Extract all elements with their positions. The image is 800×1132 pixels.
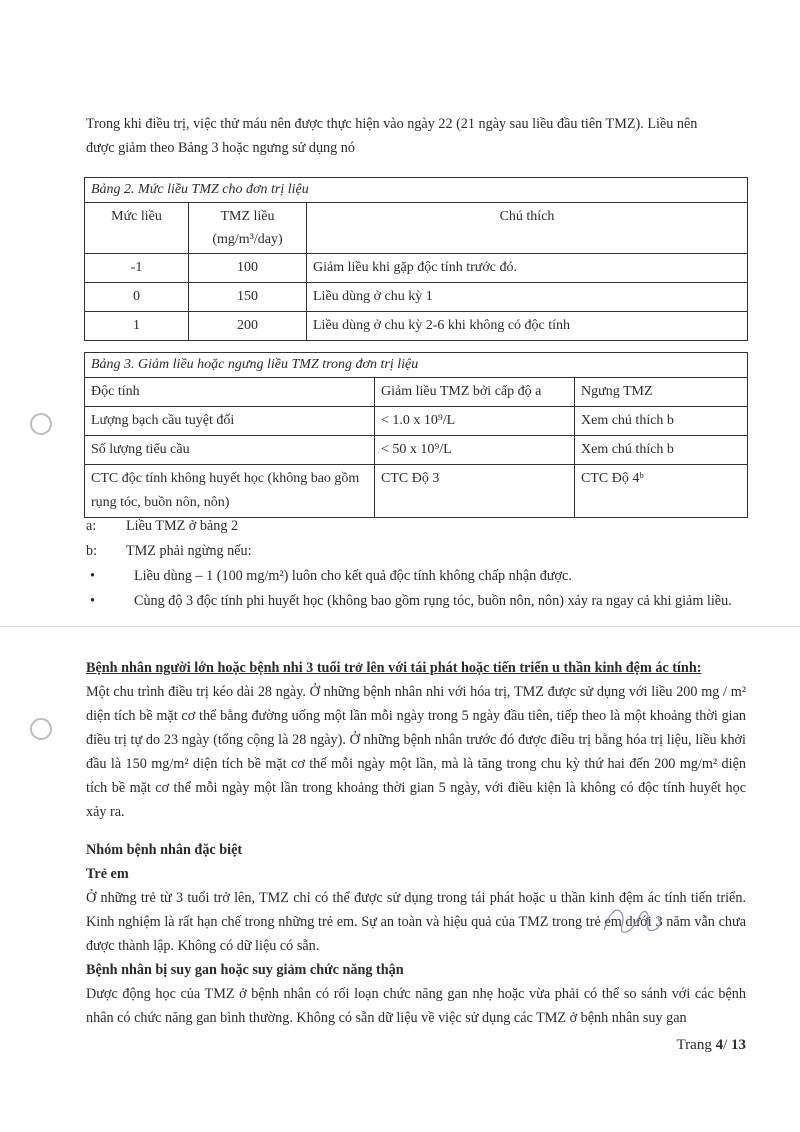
table-2-dose-levels	[84, 177, 748, 341]
table-row	[85, 312, 748, 341]
page-number-current: 4	[715, 1037, 724, 1053]
subsection-body-children: Ở những trẻ từ 3 tuổi trở lên, TMZ chỉ có thể được sử dụng trong tái phát hoặc u thần kinh đệm ác tính tiến triển. Kinh nghiệm là rất hạn chế trong những trẻ em. Sự an toàn và hiệu quả của TMZ trong trẻ em dưới 3 năm vẫn chưa được thành lập. Không có dữ liệu có sẵn.	[86, 890, 746, 954]
page-number-prefix: Trang	[676, 1037, 716, 1053]
footnote-b-text: TMZ phải ngừng nếu:	[126, 543, 252, 559]
bullet-icon: •	[90, 568, 95, 584]
table-row	[85, 465, 748, 518]
punch-hole-icon	[30, 718, 52, 740]
table-cell: 200	[189, 312, 307, 341]
bullet-icon: •	[90, 593, 95, 609]
scan-divider	[0, 626, 800, 627]
bullet-text: Cùng độ 3 độc tính phi huyết học (không bao gồm rụng tóc, buồn nôn, nôn) xảy ra ngay cả khi giảm liều.	[134, 593, 732, 609]
table-2-header-dose-name: TMZ liều	[220, 209, 275, 224]
footnote-b-key: b:	[86, 543, 98, 559]
section-adult-pediatric	[86, 656, 746, 824]
intro-line-1: Trong khi điều trị, việc thử máu nên được thực hiện vào ngày 22 (21 ngày sau liều đầu tiên TMZ). Liều nên	[86, 116, 698, 132]
table-cell: Xem chú thích b	[575, 407, 748, 436]
page-number-total: 13	[731, 1037, 746, 1053]
footnote-a-text: Liều TMZ ở bảng 2	[126, 518, 239, 534]
list-item	[86, 589, 746, 614]
footnote-a	[86, 514, 746, 539]
table-2-header-dose-unit: (mg/m³/day)	[212, 232, 283, 247]
table-cell: < 1.0 x 10⁹/L	[375, 407, 575, 436]
subsection-title-hepatic-renal: Bệnh nhân bị suy gan hoặc suy giảm chức năng thận	[86, 962, 404, 978]
table-cell: Liều dùng ở chu kỳ 2-6 khi không có độc tính	[307, 312, 748, 341]
footnote-b	[86, 539, 746, 564]
table-row	[85, 407, 748, 436]
table-cell: Liều dùng ở chu kỳ 1	[307, 283, 748, 312]
table-cell: Giảm liều khi gặp độc tính trước đó.	[307, 254, 748, 283]
table-3-header-toxicity: Độc tính	[85, 378, 375, 407]
intro-paragraph	[86, 112, 746, 160]
table-2-caption: Bảng 2. Mức liều TMZ cho đơn trị liệu	[85, 178, 748, 203]
table-cell: CTC Độ 3	[375, 465, 575, 518]
section-title: Bệnh nhân người lớn hoặc bệnh nhi 3 tuổi trở lên với tái phát hoặc tiến triển u thần kinh đệm ác tính:	[86, 660, 702, 676]
table-2-header-dose	[189, 203, 307, 254]
table-3-header-stop: Ngưng TMZ	[575, 378, 748, 407]
page-number	[677, 1033, 746, 1057]
table-cell: 1	[85, 312, 189, 341]
table-cell: Lượng bạch cầu tuyệt đối	[85, 407, 375, 436]
table-cell: CTC độc tính không huyết học (không bao gồm rụng tóc, buồn nôn, nôn)	[85, 465, 375, 518]
table-cell: CTC Độ 4ᵇ	[575, 465, 748, 518]
section-body: Một chu trình điều trị kéo dài 28 ngày. Ở những bệnh nhân nhi với hóa trị, TMZ được sử dụng với liều 200 mg / m² diện tích bề mặt cơ thể bằng đường uống một lần mỗi ngày trong 5 ngày đầu tiên, tiếp theo là một khoảng thời gian điều trị tự do 23 ngày (tổng cộng là 28 ngày). Ở những bệnh nhân trước đó được điều trị bằng hóa trị liệu, liều khởi đầu là 150 mg/m² diện tích bề mặt cơ thể mỗi ngày một lần, mà là tăng trong chu kỳ thứ hai đến 200 mg/m² diện tích bề mặt cơ thể mỗi ngày một lần trong khoảng thời gian 5 ngày, với điều kiện là không có độc tính huyết học xảy ra.	[86, 684, 746, 820]
subsection-body-hepatic-renal: Dược động học của TMZ ở bệnh nhân có rối loạn chức năng gan nhẹ hoặc vừa phải có thể so sánh với các bệnh nhân có chức năng gan bình thường. Không có sẵn dữ liệu về việc sử dụng các TMZ ở bệnh nhân suy gan	[86, 986, 746, 1026]
table-3-header-reduce: Giảm liều TMZ bởi cấp độ a	[375, 378, 575, 407]
table-cell: Xem chú thích b	[575, 436, 748, 465]
table-row	[85, 436, 748, 465]
table-row	[85, 283, 748, 312]
table-3-caption: Bảng 3. Giảm liều hoặc ngưng liều TMZ trong đơn trị liệu	[85, 353, 748, 378]
table-cell: < 50 x 10⁹/L	[375, 436, 575, 465]
table-cell: 150	[189, 283, 307, 312]
table-cell: -1	[85, 254, 189, 283]
subsection-title-children: Trẻ em	[86, 866, 129, 882]
bullet-text: Liều dùng – 1 (100 mg/m²) luôn cho kết quả độc tính không chấp nhận được.	[134, 568, 572, 584]
table-cell: 0	[85, 283, 189, 312]
list-item	[86, 564, 746, 589]
table-2-header-level: Mức liều	[85, 203, 189, 254]
table-2-header-note: Chú thích	[307, 203, 748, 254]
punch-hole-icon	[30, 413, 52, 435]
table-3-dose-reduction	[84, 352, 748, 518]
footnote-a-key: a:	[86, 518, 97, 534]
page-number-sep: /	[723, 1037, 731, 1053]
table-cell: Số lượng tiểu cầu	[85, 436, 375, 465]
table-cell: 100	[189, 254, 307, 283]
intro-line-2: được giảm theo Bảng 3 hoặc ngưng sử dụng nó	[86, 140, 355, 156]
table-footnotes	[86, 514, 746, 614]
table-row	[85, 254, 748, 283]
section-title: Nhóm bệnh nhân đặc biệt	[86, 842, 243, 858]
handwritten-initials-icon	[596, 900, 666, 940]
